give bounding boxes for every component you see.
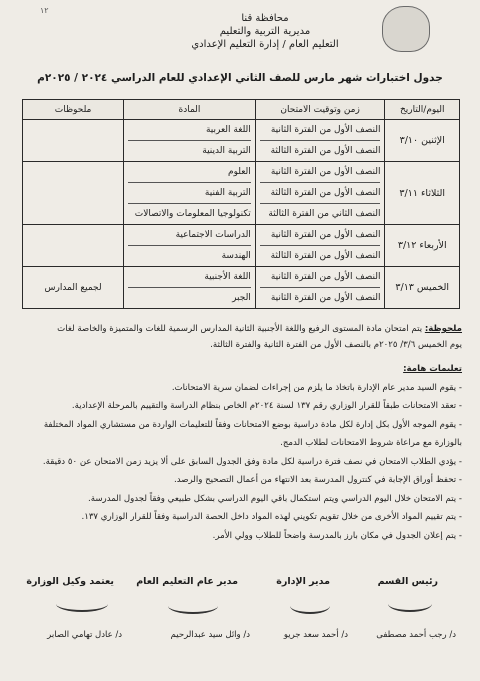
instruction-item: بالوزارة مع مراعاة شروط الامتحانات لطلاب الدمج. [280, 438, 462, 448]
note-label: ملحوظة: [424, 324, 462, 334]
ministry-emblem-icon [382, 6, 430, 52]
handwritten-signature-icon [388, 596, 432, 612]
subject-line: الجبر [232, 293, 251, 303]
note-cell: لجميع المدارس [23, 267, 124, 309]
signatures-block [0, 576, 480, 640]
note-section [16, 321, 462, 353]
subject-line: الدراسات الاجتماعية [128, 225, 251, 246]
instruction-item: - يتم الامتحان خلال اليوم الدراسي ويتم استكمال باقي اليوم الدراسي بشكل طبيعي وفقاً لجدول المدرسة. [88, 493, 462, 504]
subject-line: الهندسة [221, 251, 251, 261]
note-cell [23, 120, 124, 162]
exam-schedule-table [22, 99, 460, 309]
header-department: التعليم العام / إدارة التعليم الإعدادي [191, 39, 339, 50]
time-cell [255, 120, 385, 162]
time-cell [255, 162, 385, 225]
table-row [23, 162, 460, 225]
signature-title: رئيس القسم [377, 576, 438, 587]
signature-name: د/ وائل سيد عبدالرحيم [170, 630, 250, 640]
table-row [23, 225, 460, 267]
time-cell [255, 225, 385, 267]
time-line: النصف الأول من الفترة الثالثة [270, 146, 381, 156]
note-cell [23, 225, 124, 267]
instruction-item: - تحفظ أوراق الإجابة في كنترول المدرسة بعد الانتهاء من أعمال التصحيح والرصد. [173, 475, 462, 485]
handwritten-signature-icon [56, 596, 108, 612]
signature-name: د/ رجب أحمد مصطفى [376, 630, 456, 640]
signature-title: مدير الإدارة [276, 576, 330, 587]
subject-line: التربية الفنية [128, 183, 251, 204]
time-line: النصف الأول من الفترة الثانية [260, 120, 381, 141]
time-line: النصف الأول من الفترة الثانية [260, 267, 381, 288]
note-text-2: يوم الخميس ٣/٦/ ٢٠٢٥م بالنصف الأول من الفترة الثانية والفترة الثالثة. [210, 340, 462, 350]
day-cell: الأربعاء ٣/١٢ [385, 225, 460, 267]
time-line: النصف الأول من الفترة الثالثة [260, 183, 381, 204]
handwritten-signature-icon [290, 598, 330, 614]
instruction-item: - يقوم السيد مدير عام الإدارة باتخاذ ما يلزم من إجراءات لضمان سرية الامتحانات. [171, 382, 462, 393]
subject-line: اللغة الأجنبية [128, 267, 251, 288]
note-paragraph [16, 321, 462, 337]
subject-cell [124, 225, 256, 267]
instruction-item: - يتم إعلان الجدول في مكان بارز بالمدرسة واضحاً للطلاب وولي الأمر. [212, 530, 462, 541]
header-directorate: مديرية التربية والتعليم [219, 26, 311, 37]
instructions-section [16, 360, 462, 545]
header-time: زمن وتوقيت الامتحان [255, 100, 385, 120]
header-day: اليوم/التاريخ [385, 100, 460, 120]
note-cell [23, 162, 124, 225]
instruction-item: - يؤدي الطلاب الامتحان في نصف فترة دراسية لكل مادة وفق الجدول السابق على ألا يزيد زمن الامتحان عن ٥٠ دقيقة. [42, 456, 462, 467]
note-text-1: يتم امتحان مادة المستوى الرفيع واللغة الأجنبية الثانية المدارس الرسمية للغات والمتميزة والخاصة لغات [57, 324, 423, 334]
day-cell: الإثنين ٣/١٠ [385, 120, 460, 162]
subject-cell [124, 267, 256, 309]
day-cell: الخميس ٣/١٣ [385, 267, 460, 309]
subject-cell [124, 162, 256, 225]
subject-line: اللغة العربية [128, 120, 251, 141]
page-number: ١٢ [40, 6, 49, 15]
subject-line: التربية الدينية [202, 146, 251, 156]
header-subject: المادة [124, 100, 256, 120]
instruction-item: - تعقد الامتحانات طبقاً للقرار الوزاري رقم ١٣٧ لسنة ٢٠٢٤م الخاص بنظام الدراسة والتقييم بالمرحلة الإعدادية. [71, 401, 462, 411]
time-line: النصف الأول من الفترة الثالثة [270, 251, 381, 261]
table-row [23, 120, 460, 162]
subject-line: تكنولوجيا المعلومات والاتصالات [134, 209, 251, 219]
signature-name: د/ أحمد سعد جريو [283, 630, 348, 640]
signature-title: مدير عام التعليم العام [136, 576, 238, 587]
signature-title: يعتمد وكيل الوزارة [26, 576, 114, 587]
instruction-item: - يقوم الموجه الأول بكل إدارة لكل مادة دراسية بوضع الامتحانات وفقاً للتعليمات الواردة من مستشاري المواد المختلفة [43, 419, 462, 430]
header-notes: ملحوظات [23, 100, 124, 120]
time-line: النصف الأول من الفترة الثانية [260, 162, 381, 183]
document-title: جدول اختبارات شهر مارس للصف الثاني الإعدادي للعام الدراسي ٢٠٢٤ / ٢٠٢٥م [37, 72, 443, 84]
time-line: النصف الثاني من الفترة الثالثة [268, 209, 381, 219]
instructions-title: تعليمات هامة: [403, 364, 462, 374]
signature-name: د/ عادل تهامي الصابر [47, 630, 122, 640]
table-row [23, 267, 460, 309]
instruction-item: - يتم تقييم المواد الأخرى من خلال تقويم تكويني لهذه المواد داخل الحصة الدراسية وفقاً للقرار الوزاري ١٣٧. [81, 512, 462, 522]
subject-cell [124, 120, 256, 162]
document-header [170, 12, 360, 51]
subject-line: العلوم [128, 162, 251, 183]
handwritten-signature-icon [168, 598, 218, 614]
time-cell [255, 267, 385, 309]
time-line: النصف الأول من الفترة الثانية [260, 225, 381, 246]
header-governorate: محافظة قنا [241, 13, 289, 24]
time-line: النصف الأول من الفترة الثانية [270, 293, 381, 303]
table-header-row [23, 100, 460, 120]
day-cell: الثلاثاء ٣/١١ [385, 162, 460, 225]
